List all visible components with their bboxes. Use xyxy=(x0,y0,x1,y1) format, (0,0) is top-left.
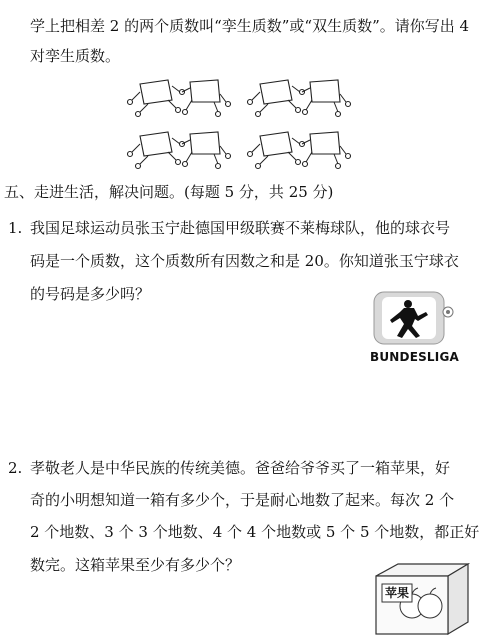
q1-row-1 xyxy=(8,218,450,238)
bundesliga-emblem-icon xyxy=(368,290,460,346)
intro-line-1: 学上把相差 2 的两个质数叫“孪生质数”或“双生质数”。请你写出 4 xyxy=(30,17,470,35)
apple-box-illustration xyxy=(368,560,474,638)
twin-prime-pair-1 xyxy=(128,80,231,117)
twin-prime-pair-4 xyxy=(248,132,351,169)
q2-line-3: 2 个地数、3 个 3 个地数、4 个 4 个地数或 5 个 5 个地数，都正好 xyxy=(30,523,480,541)
q1-number: 1. xyxy=(8,219,23,237)
apple-box-label: 苹果 xyxy=(384,586,409,600)
q1-line-3: 的号码是多少吗？ xyxy=(30,285,151,303)
q2-line-1: 孝敬老人是中华民族的传统美德。爸爸给爷爷买了一箱苹果，好 xyxy=(30,459,451,477)
q1-line-1: 我国足球运动员张玉宁赴德国甲级联赛不莱梅球队，他的球衣号 xyxy=(30,219,451,237)
section-title: 五、走进生活，解决问题。(每题 5 分，共 25 分) xyxy=(4,183,334,201)
q2-line-2: 奇的小明想知道一箱有多少个，于是耐心地数了起来。每次 2 个 xyxy=(30,491,455,509)
bundesliga-logo-text: BUNDESLIGA xyxy=(370,350,459,364)
twin-prime-diagram xyxy=(0,70,500,170)
intro-line-2: 对孪生质数。 xyxy=(30,47,121,65)
q2-number: 2. xyxy=(8,459,23,477)
q1-line-2: 码是一个质数，这个质数所有因数之和是 20。你知道张玉宁球衣 xyxy=(30,252,459,270)
twin-prime-pair-2 xyxy=(248,80,351,117)
bundesliga-logo xyxy=(368,290,460,370)
q2-line-4: 数完。这箱苹果至少有多少个？ xyxy=(30,556,241,574)
q2-row-1 xyxy=(8,458,450,478)
twin-prime-pair-3 xyxy=(128,132,231,169)
